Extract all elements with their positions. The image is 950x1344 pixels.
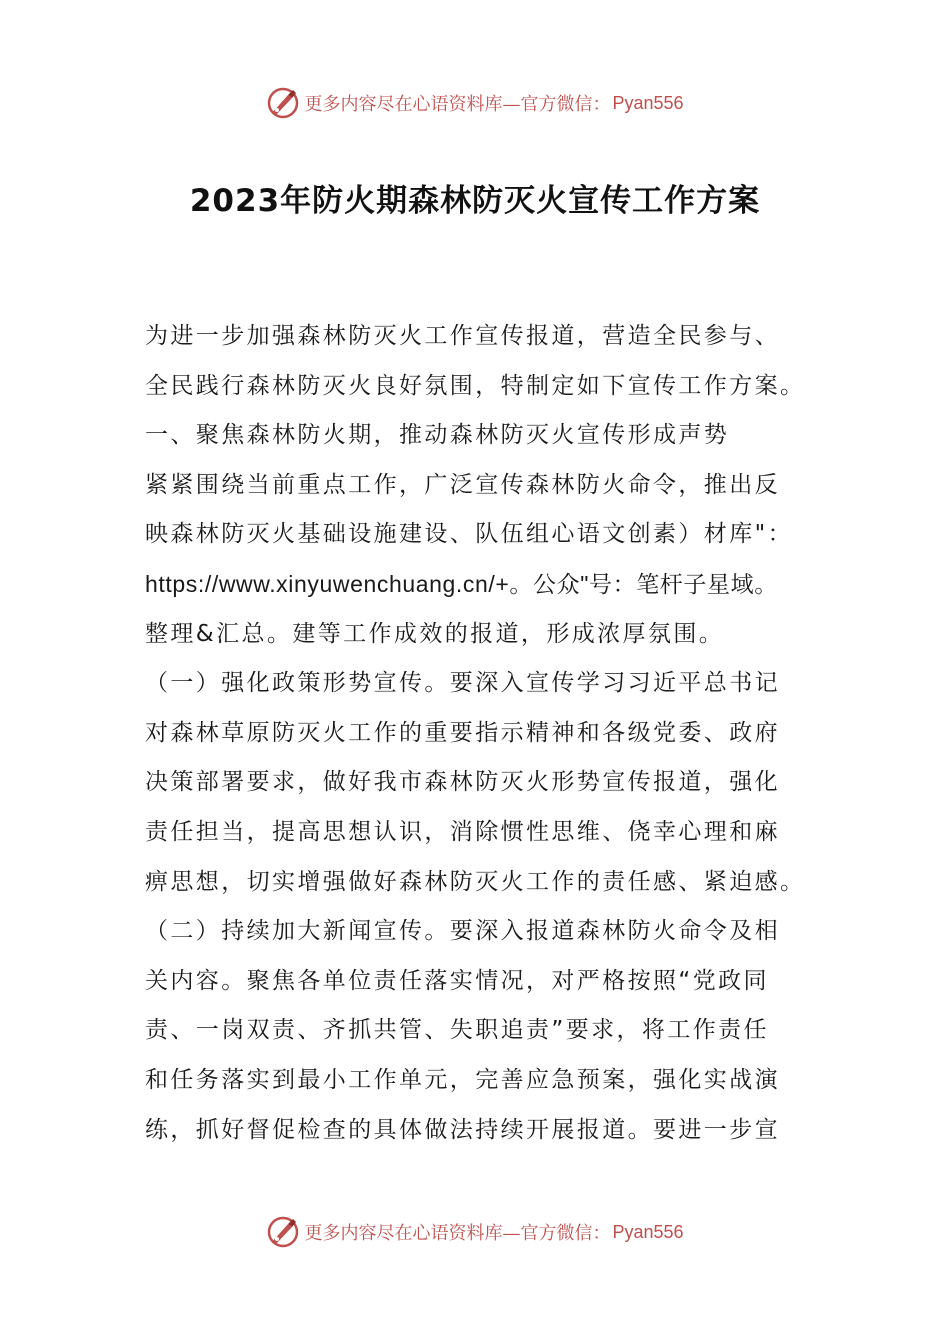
document-body <box>145 312 805 1155</box>
section-heading: 一、聚焦森林防火期，推动森林防灭火宣传形成声势 <box>145 422 730 449</box>
header-wechat-id: Pyan556 <box>612 92 684 113</box>
body-line: 责、一岗双责、齐抓共管、失职追责”要求，将工作责任 <box>145 1017 769 1044</box>
body-line: 练，抓好督促检查的具体做法持续开展报道。要进一步宣 <box>145 1116 780 1143</box>
body-line: 决策部署要求，做好我市森林防灭火形势宣传报道，强化 <box>145 769 780 796</box>
pen-nib-circle-icon <box>266 1215 300 1249</box>
footer-wechat-id: Pyan556 <box>612 1221 684 1242</box>
subsection-line: （一）强化政策形势宣传。要深入宣传学习习近平总书记 <box>145 670 780 697</box>
body-line: 和任务落实到最小工作单元，完善应急预案，强化实战演 <box>145 1066 780 1093</box>
body-line: 映森林防灭火基础设施建设、队伍组心语文创素）材库"： <box>145 521 793 548</box>
footer-watermark-banner <box>0 1212 950 1252</box>
body-line: 全民践行森林防灭火良好氛围，特制定如下宣传工作方案。 <box>145 372 806 399</box>
body-line: 整理&汇总。建等工作成效的报道，形成浓厚氛围。 <box>145 620 725 647</box>
body-line: 责任担当，提高思想认识，消除惯性思维、侥幸心理和麻 <box>145 818 780 845</box>
body-line: 痹思想，切实增强做好森林防灭火工作的责任感、紧迫感。 <box>145 868 806 895</box>
body-line: 为进一步加强森林防灭火工作宣传报道，营造全民参与、 <box>145 323 780 349</box>
header-banner-text: 更多内容尽在心语资料库—官方微信： <box>304 94 611 115</box>
body-line-url: https://www.xinyuwenchuang.cn/+。公众"号：笔杆子星域。 <box>145 570 778 597</box>
subsection-line: （二）持续加大新闻宣传。要深入报道森林防火命令及相 <box>145 918 780 945</box>
body-line: 关内容。聚焦各单位责任落实情况，对严格按照“党政同 <box>145 967 769 994</box>
footer-banner-text: 更多内容尽在心语资料库—官方微信： <box>304 1223 611 1244</box>
pen-nib-circle-icon <box>266 86 300 120</box>
header-watermark-banner <box>0 83 950 123</box>
document-title: 2023年防火期森林防灭火宣传工作方案 <box>189 183 761 219</box>
body-line: 对森林草原防灭火工作的重要指示精神和各级党委、政府 <box>145 719 780 746</box>
body-line: 紧紧围绕当前重点工作，广泛宣传森林防火命令，推出反 <box>145 471 780 498</box>
